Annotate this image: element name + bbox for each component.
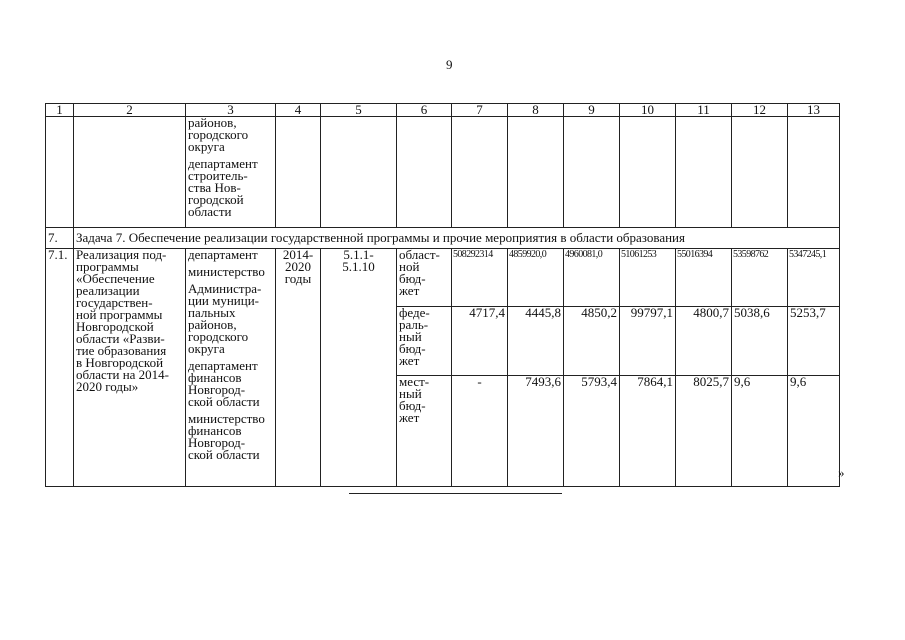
header-cell: 4: [276, 104, 321, 117]
header-cell: 2: [74, 104, 186, 117]
value-cell: 9,6: [788, 376, 840, 487]
executor-line: департамент: [188, 156, 258, 171]
header-cell: 6: [397, 104, 452, 117]
executor-line: ства Нов-: [188, 180, 241, 195]
executor-cell: [186, 249, 276, 487]
measure-line: Реализация под-: [76, 247, 167, 262]
years-line: годы: [284, 271, 312, 286]
measure-line: области на 2014-: [76, 367, 170, 382]
source-line: мест-: [399, 374, 430, 389]
executor-line: ской области: [188, 394, 260, 409]
years-line: 2014-: [282, 247, 314, 262]
value-cell: 4445,8: [508, 307, 564, 376]
row-number: 7.1.: [46, 249, 74, 487]
targets-line: 5.1.10: [342, 259, 375, 274]
executor-line: финансов: [188, 370, 242, 385]
header-cell: 8: [508, 104, 564, 117]
targets-cell: [321, 249, 397, 487]
measure-line: «Обеспечение: [76, 271, 155, 286]
value-cell: 5347245,1: [788, 249, 840, 307]
executor-line: ции муници-: [188, 293, 260, 308]
source-label: [397, 376, 452, 487]
header-cell: 1: [46, 104, 74, 117]
value-cell: 8025,7: [676, 376, 732, 487]
executor-line: строитель-: [188, 168, 248, 183]
source-line: област-: [399, 247, 440, 262]
source-line: ной: [399, 259, 420, 274]
source-line: жет: [399, 283, 420, 298]
source-line: ный: [399, 386, 422, 401]
executor-line: департамент: [188, 247, 258, 262]
value-cell: 99797,1: [620, 307, 676, 376]
value-cell: 9,6: [732, 376, 788, 487]
section-title: Задача 7. Обеспечение реализации государственной программы и прочие мероприятия в области образования: [74, 228, 840, 249]
header-cell: 3: [186, 104, 276, 117]
program-table: [45, 103, 840, 487]
section-row: [46, 228, 840, 249]
source-line: жет: [399, 410, 420, 425]
executor-cell: [186, 117, 276, 228]
executor-line: области: [188, 204, 232, 219]
header-cell: 13: [788, 104, 840, 117]
source-label: [397, 249, 452, 307]
source-line: бюд-: [399, 398, 426, 413]
source-line: раль-: [399, 317, 429, 332]
value-cell: 4800,7: [676, 307, 732, 376]
header-cell: 9: [564, 104, 620, 117]
measure-line: ной программы: [76, 307, 163, 322]
source-label: [397, 307, 452, 376]
measure-line: реализации: [76, 283, 140, 298]
measure-line: области «Разви-: [76, 331, 165, 346]
value-cell: 7493,6: [508, 376, 564, 487]
value-cell: 4960081,0: [564, 249, 620, 307]
executor-line: районов,: [188, 115, 237, 130]
years-cell: [276, 249, 321, 487]
targets-line: 5.1.1-: [343, 247, 374, 262]
executor-line: ской области: [188, 447, 260, 462]
executor-line: министерство: [188, 264, 265, 279]
executor-line: финансов: [188, 423, 242, 438]
executor-line: городского: [188, 329, 249, 344]
executor-line: пальных: [188, 305, 236, 320]
value-cell: 53598762: [732, 249, 788, 307]
measure-line: 2020 годы»: [76, 379, 139, 394]
measure-line: программы: [76, 259, 139, 274]
executor-line: Новгород-: [188, 435, 246, 450]
footer-rule: [349, 493, 562, 494]
header-cell: 5: [321, 104, 397, 117]
measure-line: тие образования: [76, 343, 167, 358]
table-row: [46, 249, 840, 307]
value-cell: 5038,6: [732, 307, 788, 376]
measure-line: в Новгородской: [76, 355, 164, 370]
header-cell: 10: [620, 104, 676, 117]
source-line: бюд-: [399, 271, 426, 286]
source-line: бюд-: [399, 341, 426, 356]
source-line: феде-: [399, 305, 430, 320]
executor-line: Новгород-: [188, 382, 246, 397]
executor-line: округа: [188, 341, 225, 356]
value-cell: 4859920,0: [508, 249, 564, 307]
source-line: ный: [399, 329, 422, 344]
value-cell: 5793,4: [564, 376, 620, 487]
years-line: 2020: [285, 259, 311, 274]
closing-quote: »: [838, 465, 845, 480]
measure-name: [74, 249, 186, 487]
header-cell: 12: [732, 104, 788, 117]
executor-line: городской: [188, 192, 244, 207]
source-line: жет: [399, 353, 420, 368]
executor-line: департамент: [188, 358, 258, 373]
value-cell: 4850,2: [564, 307, 620, 376]
executor-line: Администра-: [188, 281, 262, 296]
executor-line: округа: [188, 139, 225, 154]
value-cell: 51061253: [620, 249, 676, 307]
value-cell: -: [452, 376, 508, 487]
executor-line: министерство: [188, 411, 265, 426]
page-number: 9: [446, 57, 453, 72]
executor-line: районов,: [188, 317, 237, 332]
header-row: [46, 104, 840, 117]
continuation-row: [46, 117, 840, 228]
measure-line: государствен-: [76, 295, 153, 310]
executor-line: городского: [188, 127, 249, 142]
header-cell: 11: [676, 104, 732, 117]
measure-line: Новгородской: [76, 319, 154, 334]
section-number: 7.: [46, 228, 74, 249]
value-cell: 5253,7: [788, 307, 840, 376]
header-cell: 7: [452, 104, 508, 117]
value-cell: 508292314: [452, 249, 508, 307]
value-cell: 7864,1: [620, 376, 676, 487]
value-cell: 55016394: [676, 249, 732, 307]
value-cell: 4717,4: [452, 307, 508, 376]
